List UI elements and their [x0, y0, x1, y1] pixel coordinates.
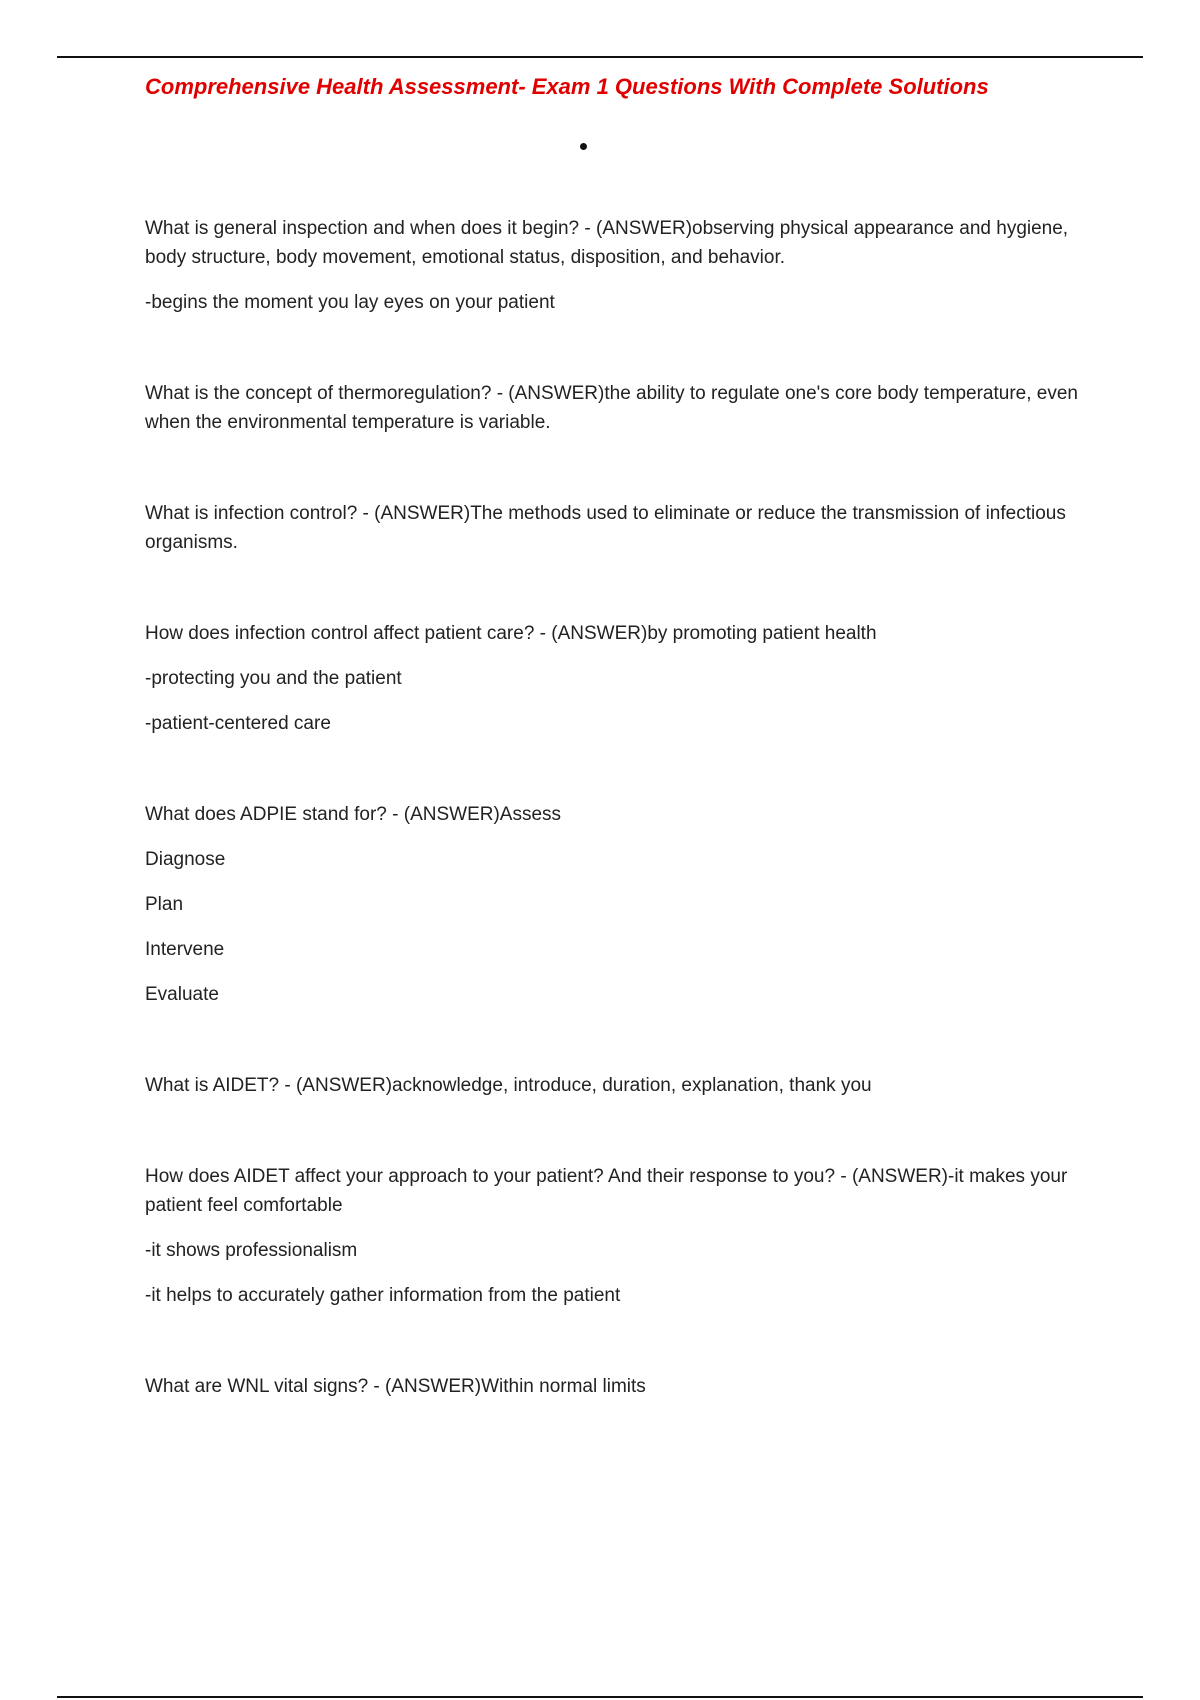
- qa-paragraph: -patient-centered care: [145, 713, 331, 734]
- qa-paragraph: How does AIDET affect your approach to your patient? And their response to you? - (ANSWER)-it makes your patient feel comfortable: [145, 1166, 1068, 1216]
- document-title: Comprehensive Health Assessment- Exam 1 Questions With Complete Solutions: [145, 74, 989, 99]
- qa-list: [145, 214, 1085, 1463]
- qa-item: [145, 800, 1085, 1009]
- qa-paragraph: Diagnose: [145, 849, 226, 870]
- qa-paragraph: -it shows professionalism: [145, 1240, 358, 1261]
- qa-paragraph: Plan: [145, 894, 184, 915]
- qa-paragraph: -protecting you and the patient: [145, 668, 402, 689]
- qa-item: [145, 1162, 1085, 1310]
- qa-paragraph: -begins the moment you lay eyes on your patient: [145, 292, 555, 313]
- qa-paragraph: What is the concept of thermoregulation? - (ANSWER)the ability to regulate one's core body temperature, even when the environmental temperature is variable.: [145, 383, 1078, 433]
- qa-paragraph: Intervene: [145, 939, 225, 960]
- qa-item: [145, 1372, 1085, 1401]
- qa-item: [145, 379, 1085, 437]
- qa-item: [145, 214, 1085, 317]
- qa-paragraph: Evaluate: [145, 984, 219, 1005]
- qa-paragraph: What is AIDET? - (ANSWER)acknowledge, introduce, duration, explanation, thank you: [145, 1075, 872, 1096]
- qa-paragraph: What is general inspection and when does it begin? - (ANSWER)observing physical appearance and hygiene, body structure, body movement, emotional status, disposition, and behavior.: [145, 218, 1069, 268]
- bullet-marker: [580, 143, 587, 150]
- qa-paragraph: What does ADPIE stand for? - (ANSWER)Assess: [145, 804, 562, 825]
- qa-paragraph: What are WNL vital signs? - (ANSWER)Within normal limits: [145, 1376, 646, 1397]
- qa-item: [145, 619, 1085, 738]
- qa-paragraph: -it helps to accurately gather information from the patient: [145, 1285, 621, 1306]
- footer-rule: [57, 1696, 1143, 1698]
- header-rule: [57, 56, 1143, 58]
- qa-item: [145, 1071, 1085, 1100]
- qa-item: [145, 499, 1085, 557]
- qa-paragraph: How does infection control affect patient care? - (ANSWER)by promoting patient health: [145, 623, 877, 644]
- qa-paragraph: What is infection control? - (ANSWER)The methods used to eliminate or reduce the transmission of infectious organisms.: [145, 503, 1066, 553]
